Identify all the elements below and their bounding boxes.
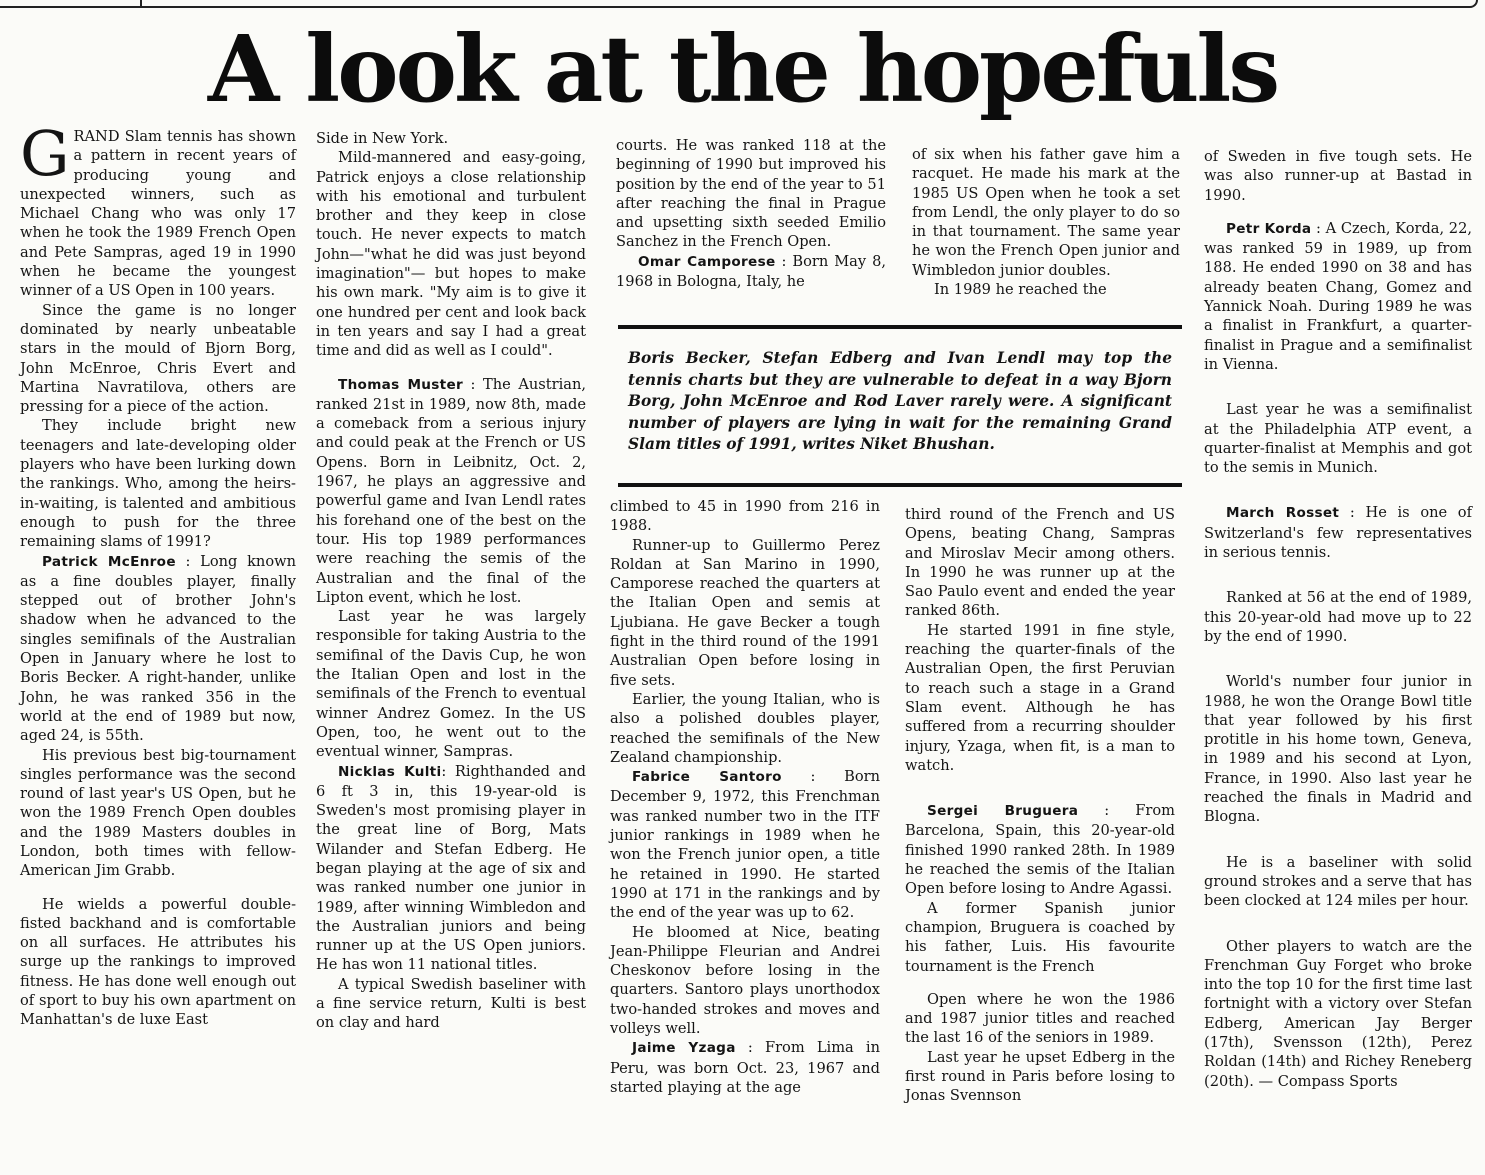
player-name-santoro: Fabrice Santoro bbox=[632, 769, 782, 786]
camporese-paragraph-2: climbed to 45 in 1990 from 216 in 1988. bbox=[610, 498, 880, 535]
column-5 bbox=[1204, 147, 1472, 1091]
korda-paragraph-2: Last year he was a semifinalist at the Philadelphia ATP event, a quarter-finalist at Memphis and got to the semis in Munich. bbox=[1204, 401, 1472, 477]
player-name-bruguera: Sergei Bruguera bbox=[927, 803, 1079, 820]
player-name-kulti: Nicklas Kulti bbox=[338, 763, 442, 780]
column-3-top bbox=[616, 136, 886, 291]
kulti-text: : Righthanded and 6 ft 3 in, this 19-year-old is Sweden's most promising player in the great line of Borg, Mats Wilander and Stefan Edberg. He began playing at the age of six and was ranked number one junior in 1989, after winning Wimbledon and the Australian juniors and being runner up at the US Open juniors. He has won 11 national titles. bbox=[316, 762, 587, 974]
camporese-paragraph-1 bbox=[616, 252, 886, 292]
intro-paragraph-3: They include bright new teenagers and late-developing older players who have been lurking down the rankings. Who, among the heirs-in-waiting, is talented and ambitious enough to push for the three remaining slams of 1991? bbox=[20, 417, 296, 551]
camporese-paragraph-3: Runner-up to Guillermo Perez Roldan at San Marino in 1990, Camporese reached the quarters at the Italian Open and semis at Ljubiana. He gave Becker a tough fight in the third round of the 1991 Australian Open before losing in five sets. bbox=[610, 536, 880, 689]
camporese-paragraph-4: Earlier, the young Italian, who is also a polished doubles player, reached the semifinals of the New Zealand championship. bbox=[610, 690, 880, 766]
rosset-paragraph-5: Other players to watch are the Frenchman Guy Forget who broke into the top 10 for the first time last fortnight with a victory over Stefan Edberg, American Jay Berger (17th), Svensson (12th), Perez Roldan (14th) and Richey Reneberg (20th). — Compass Sports bbox=[1204, 937, 1472, 1090]
mcenroe-paragraph-5: Mild-mannered and easy-going, Patrick enjoys a close relationship with his emotional and turbulent brother and they keep in close touch. He never expects to match John—"what he did was just beyond imagination"— but hopes to make his own mark. "My aim is to give it one hundred per cent and look back in ten years and say I had a great time and did as well as I could". bbox=[316, 149, 586, 360]
page-border-tick bbox=[140, 0, 142, 6]
player-name-rosset: March Rosset bbox=[1226, 505, 1340, 522]
bruguera-paragraph-2: A former Spanish junior champion, Bruguera is coached by his father, Luis. His favourite tournament is the French bbox=[905, 899, 1175, 975]
santoro-paragraph-2: He bloomed at Nice, beating Jean-Philippe Fleurian and Andrei Cheskonov before losing in the quarters. Santoro plays unorthodox two-handed strokes and moves and volleys well. bbox=[610, 923, 880, 1038]
kulti-paragraph-2: A typical Swedish baseliner with a fine service return, Kulti is best on clay and hard bbox=[316, 975, 586, 1032]
column-4-bottom bbox=[905, 505, 1175, 1106]
santoro-paragraph-1 bbox=[610, 767, 880, 922]
korda-paragraph-1 bbox=[1204, 219, 1472, 374]
standfirst-rule-bottom bbox=[618, 483, 1182, 487]
standfirst-rule-top bbox=[618, 325, 1182, 329]
player-name-korda: Petr Korda bbox=[1226, 220, 1312, 237]
mcenroe-paragraph-1 bbox=[20, 552, 296, 746]
column-1 bbox=[20, 117, 296, 1030]
page-border bbox=[0, 0, 1478, 8]
column-4-top bbox=[912, 145, 1180, 299]
yzaga-paragraph-4: third round of the French and US Opens, beating Chang, Sampras and Miroslav Mecir among others. In 1990 he was runner up at the Sao Paulo event and ended the year ranked 86th. bbox=[905, 506, 1175, 620]
kulti-paragraph-3: courts. He was ranked 118 at the beginning of 1990 but improved his position by the end of the year to 51 after reaching the final in Prague and upsetting sixth seeded Emilio Sanchez in the French Open. bbox=[616, 137, 886, 251]
bruguera-paragraph-3: Open where he won the 1986 and 1987 junior titles and reached the last 16 of the seniors in 1989. bbox=[905, 990, 1175, 1047]
yzaga-paragraph-2: of six when his father gave him a racquet. He made his mark at the 1985 US Open when he took a set from Lendl, the only player to do so in that tournament. The same year he won the French Open junior and Wimbledon junior doubles. bbox=[912, 146, 1180, 279]
yzaga-text: : From Lima in Peru, was born Oct. 23, 1967 and started playing at the age bbox=[610, 1039, 881, 1096]
bruguera-paragraph-1 bbox=[905, 801, 1175, 898]
intro-text: RAND Slam tennis has shown a pattern in recent years of producing young and unexpected winners, such as Michael Chang who was only 17 when he took the 1989 French Open and Pete Sampras, aged 19 in 1990 when he became the youngest winner of a US Open in 100 years. bbox=[20, 128, 296, 300]
bruguera-paragraph-4: Last year he upset Edberg in the first round in Paris before losing to Jonas Svennson bbox=[905, 1048, 1175, 1105]
korda-text: : A Czech, Korda, 22, was ranked 59 in 1989, up from 188. He ended 1990 on 38 and has already beaten Chang, Gomez and Yannick Noah. During 1989 he was a finalist in Frankfurt, a quarter-finalist in Prague and a semifinalist in Vienna. bbox=[1204, 219, 1472, 373]
camporese-text: : Born May 8, 1968 in Bologna, Italy, he bbox=[616, 252, 886, 291]
yzaga-paragraph-1 bbox=[610, 1038, 880, 1097]
player-name-camporese: Omar Camporese bbox=[638, 253, 776, 270]
muster-paragraph-2: Last year he was largely responsible for taking Austria to the semifinal of the Davis Cup, he won the Italian Open and lost in the semifinals of the French to eventual winner Andrez Gomez. In the US Open, too, he went out to the eventual winner, Sampras. bbox=[316, 608, 586, 761]
player-name-yzaga: Jaime Yzaga bbox=[632, 1040, 736, 1057]
headline: A look at the hopefuls bbox=[207, 15, 1278, 123]
column-3-bottom bbox=[610, 497, 880, 1097]
column-2 bbox=[316, 129, 586, 1033]
player-name-muster: Thomas Muster bbox=[338, 376, 463, 393]
rosset-paragraph-4: He is a baseliner with solid ground strokes and a serve that has been clocked at 124 miles per hour. bbox=[1204, 853, 1472, 910]
rosset-paragraph-2: Ranked at 56 at the end of 1989, this 20-year-old had move up to 22 by the end of 1990. bbox=[1204, 589, 1472, 645]
muster-paragraph-1 bbox=[316, 375, 586, 608]
rosset-paragraph-1 bbox=[1204, 503, 1472, 562]
muster-text: : The Austrian, ranked 21st in 1989, now 8th, made a comeback from a serious injury and could peak at the French or US Opens. Born in Leibnitz, Oct. 2, 1967, he plays an aggressive and powerful game and Ivan Lendl rates his forehand one of the best on the tour. His top 1989 performances were reaching the semis of the Australian and the final of the Lipton event, which he lost. bbox=[316, 375, 586, 606]
intro-paragraph-2: Since the game is no longer dominated by nearly unbeatable stars in the mould of Bjorn Borg, John McEnroe, Chris Evert and Martina Navratilova, others are pressing for a piece of the action. bbox=[20, 301, 296, 416]
santoro-text: : Born December 9, 1972, this Frenchman was ranked number two in the ITF junior rankings in 1989 when he won the French junior open, a title he retained in 1990. He started 1990 at 171 in the rankings and by the end of the year was up to 62. bbox=[610, 768, 880, 922]
mcenroe-paragraph-2: His previous best big-tournament singles performance was the second round of last year's US Open, but he won the 1989 French Open doubles and the 1989 Masters doubles in London, both times with fellow-American Jim Grabb. bbox=[20, 746, 296, 880]
standfirst: Boris Becker, Stefan Edberg and Ivan Lendl may top the tennis charts but they are vulnerable to defeat in a way Bjorn Borg, John McEnroe and Rod Laver rarely were. A significant number of players are lying in wait for the remaining Grand Slam titles of 1991, writes Niket Bhushan. bbox=[628, 349, 1172, 453]
rosset-text: : He is one of Switzerland's few representatives in serious tennis. bbox=[1204, 504, 1472, 562]
bruguera-text: : From Barcelona, Spain, this 20-year-old finished 1990 ranked 28th. In 1989 he reached the semis of the Italian Open before losing to Andre Agassi. bbox=[905, 802, 1175, 898]
kulti-paragraph-1 bbox=[316, 762, 586, 975]
drop-cap: G bbox=[20, 117, 70, 190]
player-name-mcenroe: Patrick McEnroe bbox=[42, 553, 176, 570]
rosset-paragraph-3: World's number four junior in 1988, he won the Orange Bowl title that year followed by his first protitle in his home town, Geneva, in 1989 and his second at Lyon, France, in 1990. Also last year he reached the finals in Madrid and Blogna. bbox=[1204, 673, 1472, 826]
mcenroe-paragraph-4: Side in New York. bbox=[316, 130, 449, 147]
bruguera-paragraph-5: of Sweden in five tough sets. He was also runner-up at Bastad in 1990. bbox=[1204, 148, 1472, 204]
yzaga-paragraph-5: He started 1991 in fine style, reaching the quarter-finals of the Australian Open, the first Peruvian to reach such a stage in a Grand Slam event. Although he has suffered from a recurring shoulder injury, Yzaga, when fit, is a man to watch. bbox=[905, 621, 1175, 774]
mcenroe-paragraph-3: He wields a powerful double-fisted backhand and is comfortable on all surfaces. He attributes his surge up the rankings to improved fitness. He has done well enough out of sport to buy his own apartment on Manhattan's de luxe East bbox=[20, 895, 296, 1029]
intro-paragraph bbox=[20, 117, 296, 301]
yzaga-paragraph-3: In 1989 he reached the bbox=[934, 281, 1107, 299]
mcenroe-text: : Long known as a fine doubles player, finally stepped out of brother John's shadow when he advanced to the singles semifinals of the Australian Open in January where he lost to Boris Becker. A right-hander, unlike John, he was ranked 356 in the world at the end of 1989 but now, aged 24, is 55th. bbox=[20, 552, 296, 745]
